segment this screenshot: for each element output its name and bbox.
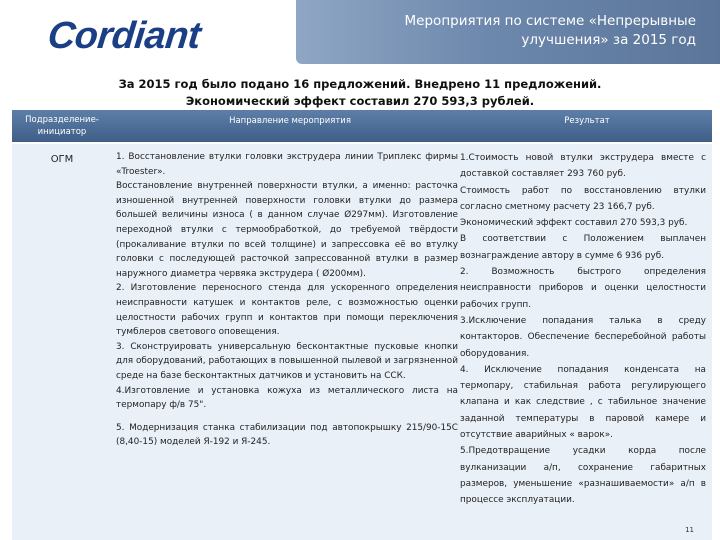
improvements-table	[12, 110, 712, 540]
header-title-bar	[296, 0, 720, 64]
result-paragraph: 1.Стоимость новой втулки экструдера вместе с доставкой составляет 293 760 руб.	[460, 153, 706, 180]
result-paragraph: 5.Предотвращение усадки корда после вулканизации а/п, сохранение габаритных размеров, уменьшение «разнашиваемости» а/п в процессе эксплуатации.	[460, 446, 706, 506]
subdivision-cell: ОГМ	[50, 154, 74, 165]
table-row	[12, 144, 712, 540]
direction-paragraph: 5. Модернизация станка стабилизации под автопокрышку 215/90-15С (8,40-15) моделей Я-192 и Я-245.	[116, 422, 458, 448]
header	[0, 0, 720, 68]
result-paragraph: Экономический эффект составил 270 593,3 руб.	[460, 218, 688, 229]
cordiant-logo: Cordiant	[45, 15, 203, 57]
header-result: Результат	[564, 116, 610, 126]
direction-paragraph: 3. Сконструировать универсальную бесконтактные пусковые кнопки для оборудований, работающих в повышенной пылевой и загрязненной среде на базе бесконтактных датчиков и установить на ССК.	[116, 341, 458, 381]
direction-paragraph: Восстановление внутренней поверхности втулки, а именно: расточка изношенной внутренней поверхности головки втулки до размера большей величины износа ( в данном случае Ø297мм). Изготовление переходной втулки с термообработкой, до требуемой твёрдости (прокаливание втулки по всей толщине) и запрессовка её во втулку головки с последующей расточкой запрессованной втулки в размер наружного диаметра червяка экструдера ( Ø200мм).	[116, 181, 458, 279]
direction-paragraph: 4.Изготовление и установка кожуха из металлического листа на термопару ф/в 75".	[116, 385, 458, 411]
result-paragraph: В соответствии с Положением выплачен вознаграждение автору в сумме 6 936 руб.	[460, 234, 706, 261]
header-subdivision: Подразделение-инициатор	[25, 115, 99, 137]
result-cell	[460, 150, 706, 509]
page-title: Мероприятия по системе «Непрерывные улучшения» за 2015 год	[404, 13, 696, 48]
direction-paragraph: 1. Восстановление втулки головки экструдера линии Триплекс фирмы «Troester».	[116, 152, 458, 177]
direction-paragraph: 2. Изготовление переносного стенда для ускоренного определения неисправности катушек и контактов реле, с возможностью оценки целостности рабочих групп и контактов при помощи переключения тумблеров светового оповещения.	[116, 283, 458, 338]
summary-line-2: Экономический эффект составил 270 593,3 рублей.	[185, 94, 535, 108]
result-paragraph: Стоимость работ по восстановлению втулки согласно сметному расчету 23 166,7 руб.	[460, 185, 706, 212]
result-paragraph: 2. Возможность быстрого определения неисправности приборов и оценки целостности рабочих групп.	[460, 267, 706, 310]
result-paragraph: 4. Исключение попадания конденсата на термопару, стабильная работа регулирующего клапана и как следствие , с табильное значение заданной температуры в паровой камере и отсутствие аварийных « варок».	[460, 364, 706, 441]
table-header	[12, 110, 712, 142]
page-number: 11	[685, 526, 694, 534]
result-paragraph: 3.Исключение попадания талька в среду контакторов. Обеспечение бесперебойной работы оборудования.	[460, 315, 706, 359]
summary-line-1: За 2015 год было подано 16 предложений. Внедрено 11 предложений.	[118, 77, 602, 91]
header-direction: Направление мероприятия	[229, 116, 351, 126]
summary	[0, 76, 720, 110]
direction-cell	[116, 150, 458, 450]
